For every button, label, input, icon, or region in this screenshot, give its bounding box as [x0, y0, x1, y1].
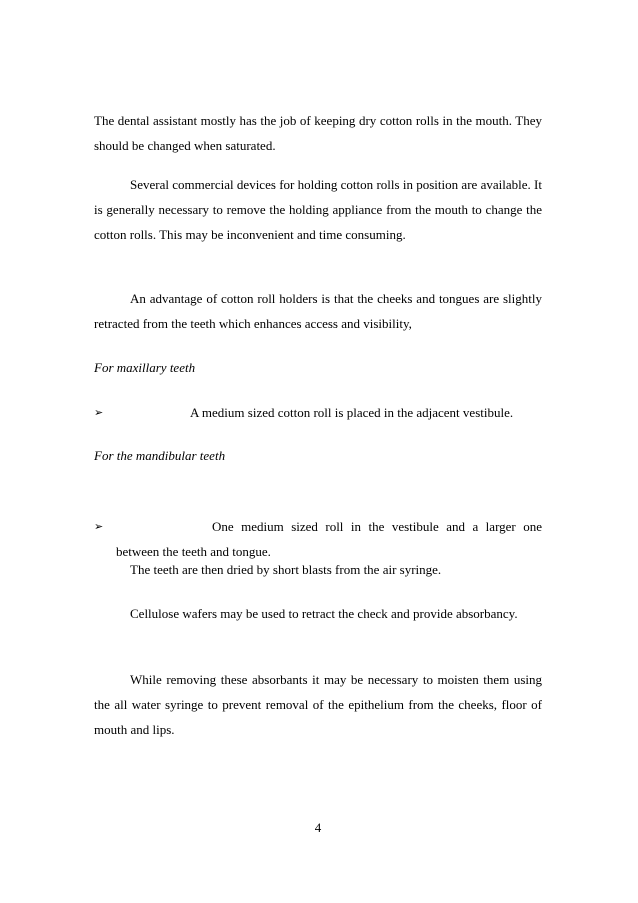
- heading-maxillary-teeth: For maxillary teeth: [94, 360, 196, 375]
- page-number: 4: [314, 820, 322, 835]
- paragraph-cellulose-wafers: Cellulose wafers may be used to retract the check and provide absorbancy.: [130, 606, 518, 621]
- paragraph-commercial-devices: Several commercial devices for holding cotton rolls in position are available. It is generally necessary to remove the holding appliance from the mouth to change the cotton rolls. This may be inconvenient and time consuming.: [94, 177, 542, 242]
- bullet-item-maxillary: [94, 400, 542, 425]
- arrow-bullet-icon: ➢: [94, 520, 104, 533]
- paragraph-removing-absorbants: While removing these absorbants it may be necessary to moisten them using the all water syringe to prevent removal of the epithelium from the cheeks, floor of mouth and lips.: [94, 672, 542, 737]
- bullet-text-mandibular: One medium sized roll in the vestibule and a larger one between the teeth and tongue.: [116, 519, 542, 559]
- bullet-text-maxillary: A medium sized cotton roll is placed in the adjacent vestibule.: [190, 405, 514, 420]
- paragraph-roll-holders-advantage: An advantage of cotton roll holders is that the cheeks and tongues are slightly retracted from the teeth which enhances access and visibility,: [94, 291, 542, 331]
- paragraph-air-syringe: The teeth are then dried by short blasts from the air syringe.: [130, 562, 442, 577]
- heading-mandibular-teeth: For the mandibular teeth: [94, 448, 226, 463]
- arrow-bullet-icon: ➢: [94, 406, 104, 419]
- paragraph-cotton-rolls: The dental assistant mostly has the job of keeping dry cotton rolls in the mouth. They should be changed when saturated.: [94, 113, 542, 153]
- page-content: [94, 0, 542, 903]
